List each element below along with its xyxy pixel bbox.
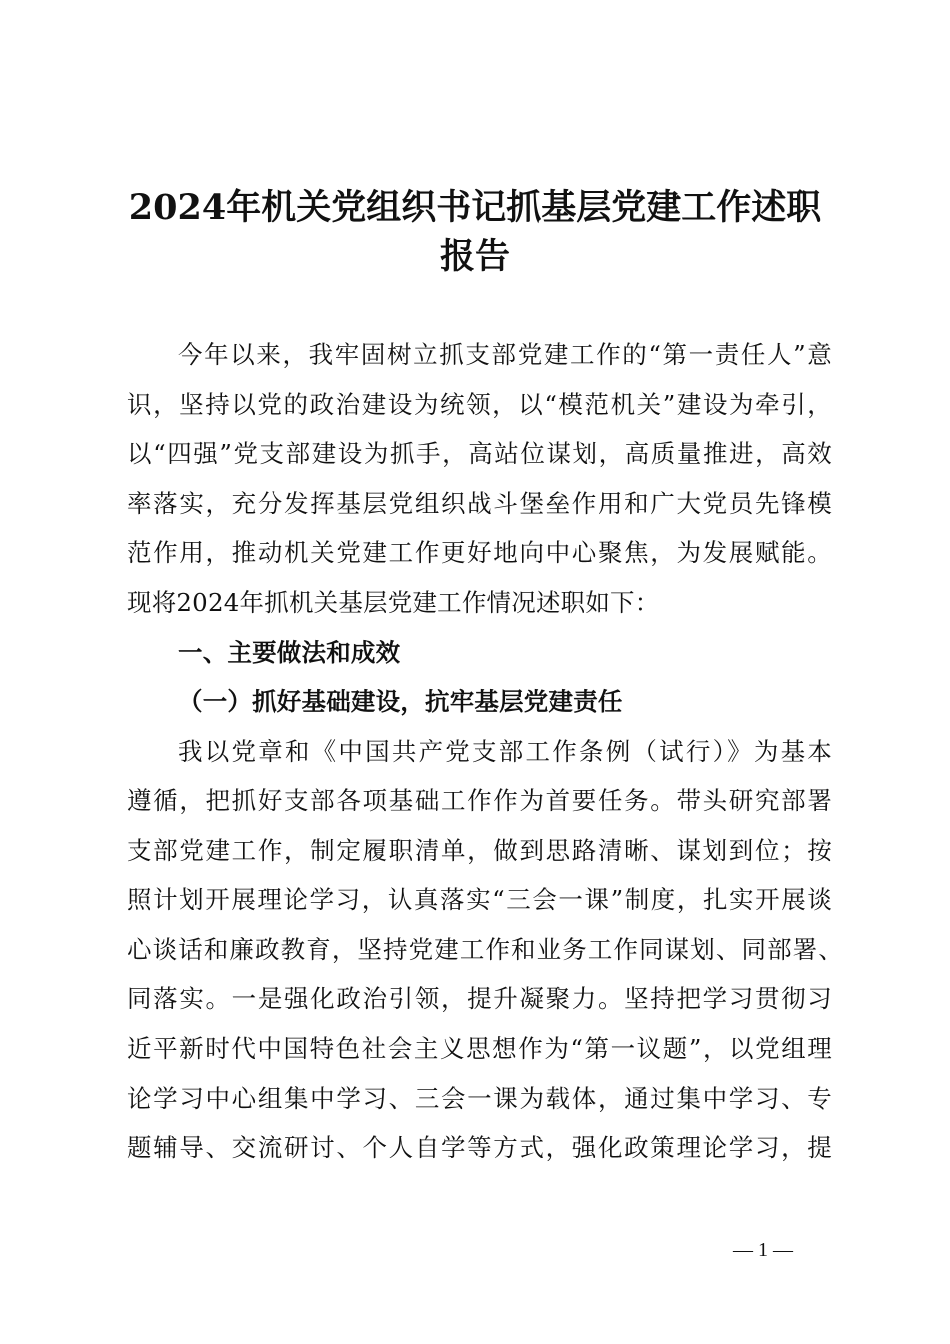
paragraph-line: 以“四强”党支部建设为抓手，高站位谋划，高质量推进，高效 xyxy=(127,439,832,468)
paragraph-line: 支部党建工作，制定履职清单，做到思路清晰、谋划到位；按 xyxy=(127,836,832,865)
paragraph-line: 同落实。一是强化政治引领，提升凝聚力。坚持把学习贯彻习 xyxy=(127,984,832,1013)
paragraph-line: 我以党章和《中国共产党支部工作条例（试行）》为基本 xyxy=(178,737,832,766)
paragraph-line: 率落实，充分发挥基层党组织战斗堡垒作用和广大党员先锋模 xyxy=(127,489,832,518)
section-heading: 一、主要做法和成效 xyxy=(178,638,401,667)
document-title-line-1: 2024年机关党组织书记抓基层党建工作述职 xyxy=(128,187,822,228)
paragraph-line: 范作用，推动机关党建工作更好地向中心聚焦，为发展赋能。 xyxy=(127,538,832,567)
paragraph-line: 遵循，把抓好支部各项基础工作作为首要任务。带头研究部署 xyxy=(127,786,832,815)
paragraph-line: 心谈话和廉政教育，坚持党建工作和业务工作同谋划、同部署、 xyxy=(127,935,843,964)
paragraph-line: 近平新时代中国特色社会主义思想作为“第一议题”，以党组理 xyxy=(127,1034,832,1063)
paragraph-line: 现将2024年抓机关基层党建工作情况述职如下： xyxy=(127,588,660,617)
paragraph-line: 照计划开展理论学习，认真落实“三会一课”制度，扎实开展谈 xyxy=(127,885,832,914)
paragraph-line: 论学习中心组集中学习、三会一课为载体，通过集中学习、专 xyxy=(127,1084,832,1113)
page-number: — 1 — xyxy=(733,1239,793,1261)
subsection-heading: （一）抓好基础建设，抗牢基层党建责任 xyxy=(178,687,623,716)
paragraph-line: 题辅导、交流研讨、个人自学等方式，强化政策理论学习，提 xyxy=(127,1133,832,1162)
document-title-line-2: 报告 xyxy=(439,236,510,277)
paragraph-line: 识，坚持以党的政治建设为统领，以“模范机关”建设为牵引， xyxy=(127,390,832,419)
paragraph-line: 今年以来，我牢固树立抓支部党建工作的“第一责任人”意 xyxy=(178,340,832,369)
